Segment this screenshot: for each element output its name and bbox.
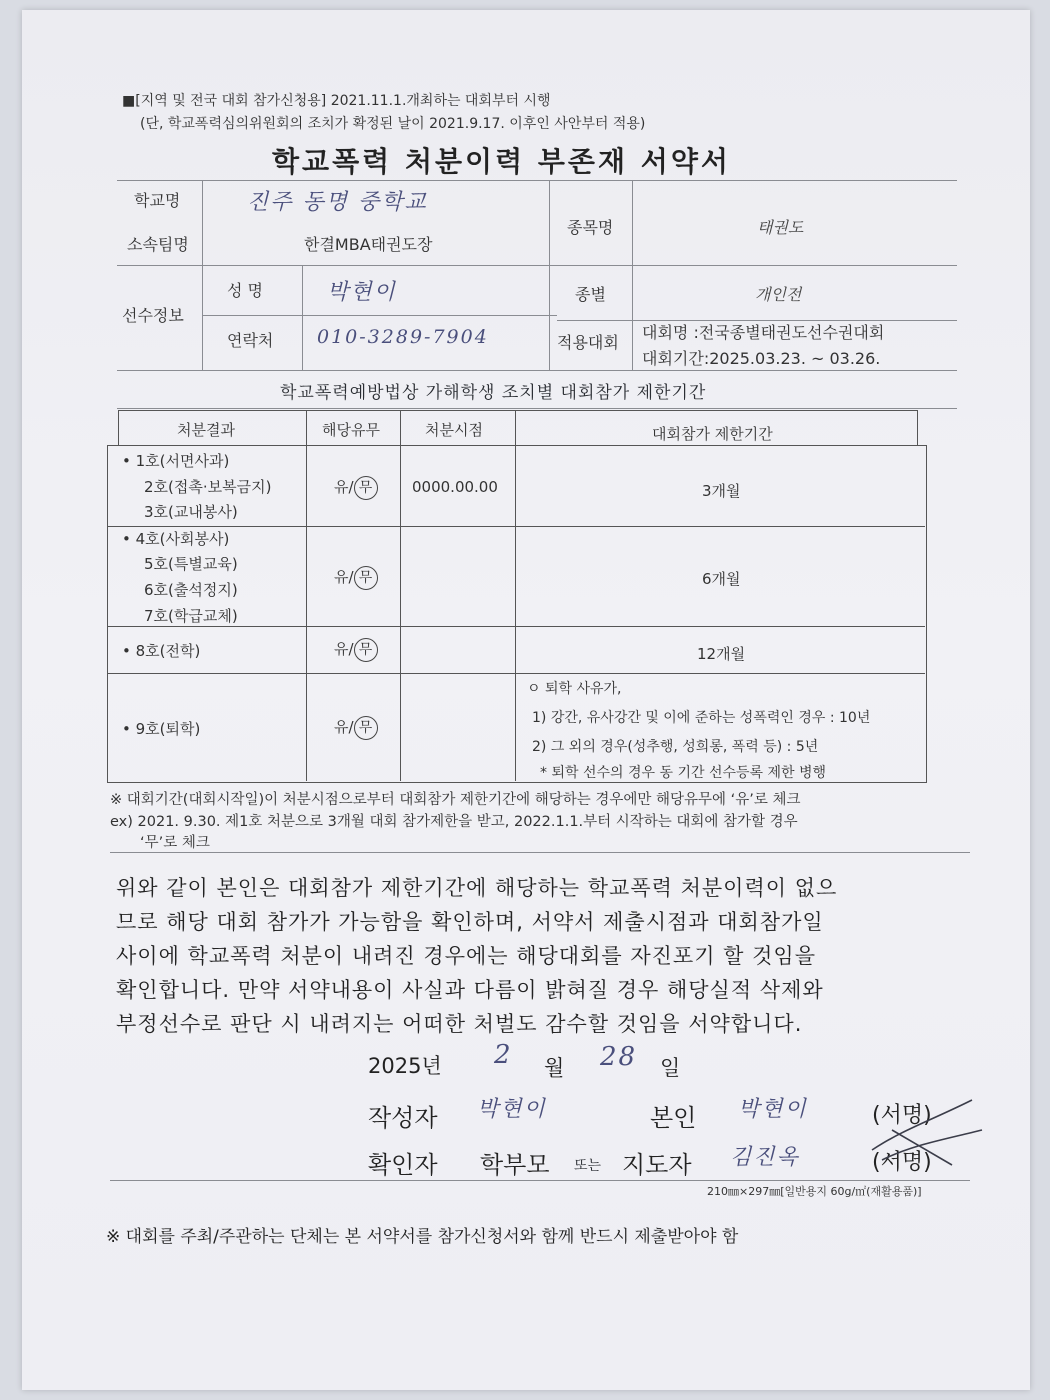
footnote-line-1: ※ 대회기간(대회시작일)이 처분시점으로부터 대회참가 제한기간에 해당하는 경우에만 해당유무에 ‘유’로 체크 [110, 792, 801, 808]
restriction-subtitle: 학교폭력예방법상 가해학생 조치별 대회참가 제한기간 [280, 383, 707, 403]
table-header-row [118, 410, 918, 446]
phone-value: 010-3289-7904 [317, 326, 489, 348]
phone-label: 연락처 [227, 331, 274, 350]
self-sign-mark: (서명) [872, 1103, 932, 1128]
table-row-divider [107, 526, 925, 527]
date-year: 2025년 [368, 1054, 442, 1078]
apply-competition-label: 적용대회 [557, 333, 619, 352]
row2-item-3: 6호(출석정지) [144, 581, 238, 599]
row3-item-1: • 8호(전학) [122, 642, 201, 660]
row1-item-2: 2호(접촉·보복금지) [144, 478, 272, 496]
bottom-note: ※ 대회를 주최/주관하는 단체는 본 서약서를 참가신청서와 함께 반드시 제출받아야 함 [106, 1227, 739, 1247]
row4-period-line-1: ㅇ 퇴학 사유가, [527, 681, 622, 697]
confirm-label: 확인자 [368, 1151, 438, 1179]
yes-option: 유 [334, 718, 349, 736]
row3-period: 12개월 [697, 645, 746, 663]
player-info-label: 선수정보 [122, 306, 184, 325]
self-signature: 박현이 [738, 1097, 808, 1122]
row4-period-line-2: 1) 강간, 유사강간 및 이에 준하는 성폭력인 경우 : 10년 [532, 710, 871, 726]
row1-date: 0000.00.00 [412, 478, 498, 496]
pledge-line-4: 확인합니다. 만약 서약내용이 사실과 다름이 밝혀질 경우 해당실적 삭제와 [116, 978, 824, 1002]
info-col-divider [202, 180, 203, 370]
subtitle-rule [117, 408, 957, 409]
header-result: 처분결과 [177, 421, 235, 439]
writer-label: 작성자 [368, 1104, 438, 1132]
row2-period: 6개월 [702, 570, 741, 588]
date-month-label: 월 [544, 1056, 565, 1080]
name-value: 박현이 [327, 280, 397, 305]
table-row-divider [107, 626, 925, 627]
parent-label: 학부모 [480, 1151, 550, 1179]
no-option-circled: 무 [354, 638, 378, 662]
footnote-line-3: ‘무’로 체크 [140, 835, 210, 851]
pledge-line-1: 위와 같이 본인은 대회참가 제한기간에 해당하는 학교폭력 처분이력이 없으 [116, 876, 838, 900]
name-label: 성 명 [227, 281, 263, 300]
row1-item-3: 3호(교내봉사) [144, 503, 238, 521]
no-option-circled: 무 [354, 716, 378, 740]
coach-label: 지도자 [622, 1151, 692, 1179]
pledge-line-3: 사이에 학교폭력 처분이 내려진 경우에는 해당대회를 자진포기 할 것임을 [116, 944, 816, 968]
row1-check[interactable]: 유/ 무 [334, 476, 378, 500]
no-option-circled: 무 [354, 566, 378, 590]
team-label: 소속팀명 [127, 235, 189, 254]
or-label: 또는 [574, 1158, 602, 1174]
row4-period-line-3: 2) 그 외의 경우(성추행, 성희롱, 폭력 등) : 5년 [532, 739, 819, 755]
category-value: 개인전 [755, 285, 802, 304]
row2-item-2: 5호(특별교육) [144, 555, 238, 573]
info-col-divider [632, 180, 633, 370]
yes-option: 유 [334, 568, 349, 586]
table-col-divider [306, 410, 307, 781]
coach-signature: 김진옥 [730, 1145, 800, 1170]
school-label: 학교명 [134, 191, 181, 210]
pledge-line-2: 므로 해당 대회 참가가 가능함을 확인하며, 서약서 제출시점과 대회참가일 [116, 910, 824, 934]
header-period: 대회참가 제한기간 [652, 425, 773, 443]
date-month-value: 2 [494, 1040, 513, 1070]
self-label: 본인 [650, 1104, 697, 1132]
signature-scribble [862, 1090, 992, 1180]
row2-item-1: • 4호(사회봉사) [122, 530, 230, 548]
info-divider [117, 265, 957, 266]
yes-option: 유 [334, 478, 349, 496]
info-col-divider [549, 180, 550, 370]
yes-option: 유 [334, 640, 349, 658]
pledge-document [22, 10, 1030, 1390]
category-label: 종별 [575, 285, 606, 304]
row4-check[interactable]: 유/ 무 [334, 716, 378, 740]
event-label: 종목명 [567, 218, 614, 237]
table-col-divider [400, 410, 401, 781]
header-date: 처분시점 [425, 421, 483, 439]
header-applicable: 해당유무 [322, 421, 380, 439]
date-day-value: 28 [600, 1042, 638, 1072]
signature-rule [110, 1180, 970, 1181]
table-row-divider [107, 673, 925, 674]
row1-period: 3개월 [702, 482, 741, 500]
notice-line-2: (단, 학교폭력심의위원회의 조치가 확정된 날이 2021.9.17. 이후인 사안부터 적용) [140, 116, 646, 132]
footnote-rule [110, 852, 970, 853]
pledge-line-5: 부정선수로 판단 시 내려지는 어떠한 처벌도 감수할 것임을 서약합니다. [116, 1012, 803, 1036]
competition-name: 대회명 :전국종별태권도선수권대회 [642, 323, 885, 342]
row4-item-1: • 9호(퇴학) [122, 720, 201, 738]
no-option-circled: 무 [354, 476, 378, 500]
info-top-border [117, 180, 957, 181]
competition-period: 대회기간:2025.03.23. ~ 03.26. [642, 349, 881, 368]
info-col-divider [302, 265, 303, 370]
event-value: 태권도 [757, 218, 804, 237]
info-bottom-border [117, 370, 957, 371]
paper-spec: 210㎜×297㎜[일반용지 60g/㎡(재활용품)] [707, 1185, 922, 1198]
row2-item-4: 7호(학급교체) [144, 607, 238, 625]
footnote-line-2: ex) 2021. 9.30. 제1호 처분으로 3개월 대회 참가제한을 받고, 2022.1.1.부터 시작하는 대회에 참가할 경우 [110, 814, 798, 830]
school-value: 진주 동명 중학교 [247, 190, 428, 215]
writer-value: 박현이 [477, 1097, 547, 1122]
document-title: 학교폭력 처분이력 부존재 서약서 [272, 145, 731, 178]
date-day-label: 일 [660, 1056, 681, 1080]
row3-check[interactable]: 유/ 무 [334, 638, 378, 662]
team-value: 한결MBA태권도장 [304, 235, 433, 254]
table-col-divider [515, 410, 516, 781]
row4-period-line-4: * 퇴학 선수의 경우 동 기간 선수등록 제한 병행 [540, 765, 827, 781]
row1-item-1: • 1호(서면사과) [122, 452, 230, 470]
coach-sign-mark: (서명) [872, 1150, 932, 1175]
info-row-divider [202, 315, 557, 316]
row2-check[interactable]: 유/ 무 [334, 566, 378, 590]
notice-line-1: ■[지역 및 전국 대회 참가신청용] 2021.11.1.개최하는 대회부터 시행 [122, 93, 551, 109]
